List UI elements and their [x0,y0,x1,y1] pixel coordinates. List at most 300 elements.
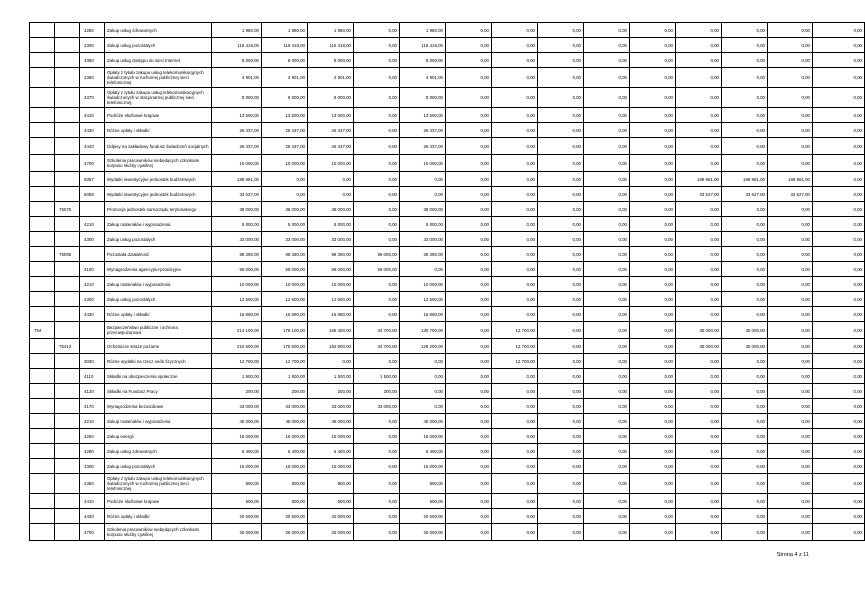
value-cell: 0,00 [768,292,813,307]
value-cell: 0,00 [722,23,768,38]
value-cell: 10 000,00 [400,155,446,172]
value-cell: 0,00 [492,187,538,202]
value-cell: 0,00 [584,524,630,541]
value-cell: 0,00 [354,354,400,369]
table-row [30,23,865,38]
paragraf-cell: 4350 [80,53,105,68]
value-cell: 0,00 [446,474,492,494]
dzial-cell [30,232,55,247]
rozdzial-cell [55,509,80,524]
table-row [30,68,865,88]
value-cell: 0,00 [492,217,538,232]
name-cell: Zakup usług zdrowotnych [105,444,212,459]
table-row [30,509,865,524]
value-cell: 0,00 [722,277,768,292]
value-cell: 0,00 [584,232,630,247]
value-cell: 0,00 [446,339,492,354]
rozdzial-cell [55,172,80,187]
value-cell: 0,00 [813,384,865,399]
value-cell: 10 000,00 [212,155,262,172]
value-cell: 0,00 [400,399,446,414]
value-cell: 16 890,00 [212,307,262,322]
value-cell: 0,00 [768,155,813,172]
value-cell: 0,00 [676,202,722,217]
value-cell: 39 390,00 [400,247,446,262]
value-cell: 0,00 [676,217,722,232]
value-cell: 0,00 [630,247,676,262]
value-cell: 0,00 [446,459,492,474]
value-cell: 0,00 [538,524,584,541]
value-cell: 0,00 [722,123,768,138]
dzial-cell [30,277,55,292]
value-cell: 25 000,00 [308,524,354,541]
rozdzial-cell [55,354,80,369]
value-cell: 0,00 [446,202,492,217]
dzial-cell [30,172,55,187]
value-cell: 0,00 [492,23,538,38]
value-cell: 0,00 [492,429,538,444]
value-cell: 0,00 [584,262,630,277]
value-cell: 0,00 [813,232,865,247]
table-row [30,123,865,138]
value-cell: 0,00 [584,307,630,322]
value-cell: 0,00 [813,277,865,292]
paragraf-cell: 6059 [80,187,105,202]
value-cell: 0,00 [446,292,492,307]
value-cell: 0,00 [676,474,722,494]
value-cell: 0,00 [584,247,630,262]
value-cell: 0,00 [538,292,584,307]
table-row [30,524,865,541]
name-cell: Zakup usług pozostałych [105,232,212,247]
value-cell: 0,00 [446,187,492,202]
value-cell: 0,00 [813,247,865,262]
value-cell: 0,00 [813,459,865,474]
value-cell: 0,00 [308,187,354,202]
value-cell: 0,00 [446,354,492,369]
value-cell: 38 000,00 [308,202,354,217]
value-cell: 0,00 [354,138,400,155]
paragraf-cell: 4210 [80,414,105,429]
name-cell: Ochotnicze straże pożarne [105,339,212,354]
value-cell: 0,00 [813,354,865,369]
name-cell: Szkolenia pracowników niebędących członkami korpusu służby cywilnej [105,155,212,172]
value-cell: 0,00 [813,322,865,339]
value-cell: 0,00 [584,354,630,369]
value-cell: 0,00 [446,155,492,172]
value-cell: 45 000,00 [308,414,354,429]
value-cell: 0,00 [630,444,676,459]
value-cell: 0,00 [492,292,538,307]
value-cell: 0,00 [492,474,538,494]
value-cell: 1 980,00 [262,23,308,38]
value-cell: 0,00 [768,354,813,369]
paragraf-cell: 4210 [80,277,105,292]
rozdzial-cell [55,138,80,155]
value-cell: 200,00 [308,384,354,399]
value-cell: 38 000,00 [212,202,262,217]
dzial-cell [30,459,55,474]
table-row [30,399,865,414]
value-cell: 0,00 [813,38,865,53]
value-cell: 0,00 [308,172,354,187]
value-cell: 38 000,00 [400,202,446,217]
value-cell: 0,00 [446,38,492,53]
dzial-cell [30,524,55,541]
value-cell: 0,00 [813,444,865,459]
value-cell: 33 000,00 [262,399,308,414]
value-cell: 0,00 [492,247,538,262]
value-cell: 15 000,00 [212,429,262,444]
dzial-cell [30,262,55,277]
value-cell: 130 700,00 [400,322,446,339]
value-cell: 16 890,00 [262,307,308,322]
value-cell: 5 000,00 [262,217,308,232]
paragraf-cell: 4430 [80,123,105,138]
value-cell: 0,00 [538,307,584,322]
value-cell: 0,00 [492,232,538,247]
table-row [30,232,865,247]
value-cell: 45 000,00 [262,414,308,429]
value-cell: 0,00 [676,88,722,108]
table-row [30,354,865,369]
value-cell: 500,00 [262,494,308,509]
dzial-cell [30,217,55,232]
value-cell: 0,00 [584,429,630,444]
value-cell: 26 437,00 [212,123,262,138]
page-number: Strona 4 z 11 [776,552,809,558]
value-cell: 0,00 [492,138,538,155]
value-cell: 0,00 [630,307,676,322]
value-cell: 45 000,00 [400,414,446,429]
value-cell: 0,00 [722,155,768,172]
paragraf-cell: 4700 [80,155,105,172]
value-cell: 0,00 [446,108,492,123]
value-cell: 0,00 [813,88,865,108]
paragraf-cell: 4110 [80,369,105,384]
rozdzial-cell [55,369,80,384]
value-cell: 0,00 [400,354,446,369]
value-cell: 0,00 [538,38,584,53]
paragraf-cell: 4430 [80,509,105,524]
dzial-cell [30,247,55,262]
table-row [30,262,865,277]
value-cell: 0,00 [676,509,722,524]
value-cell: 128 200,00 [400,339,446,354]
value-cell: 26 437,00 [262,138,308,155]
value-cell: 0,00 [584,474,630,494]
value-cell: 0,00 [354,232,400,247]
value-cell: 200,00 [262,384,308,399]
value-cell: 0,00 [676,53,722,68]
value-cell: 0,00 [722,494,768,509]
value-cell: 500,00 [212,494,262,509]
name-cell: Różne opłaty i składki [105,509,212,524]
value-cell: 0,00 [813,172,865,187]
value-cell: 0,00 [354,524,400,541]
table-row [30,384,865,399]
value-cell: 0,00 [538,247,584,262]
value-cell: 9 000,00 [308,88,354,108]
value-cell: 33 527,00 [768,187,813,202]
value-cell: 0,00 [813,399,865,414]
value-cell: 0,00 [538,88,584,108]
rozdzial-cell [55,262,80,277]
value-cell: 0,00 [446,53,492,68]
value-cell: 0,00 [538,444,584,459]
value-cell: 0,00 [446,384,492,399]
rozdzial-cell [55,292,80,307]
value-cell: 0,00 [722,369,768,384]
value-cell: 200,00 [212,384,262,399]
rozdzial-cell [55,88,80,108]
value-cell: 0,00 [813,339,865,354]
value-cell: 0,00 [354,155,400,172]
value-cell: 0,00 [722,262,768,277]
value-cell: 26 437,00 [308,138,354,155]
value-cell: 0,00 [768,108,813,123]
value-cell: 13 500,00 [308,108,354,123]
paragraf-cell: 4300 [80,232,105,247]
value-cell: 6 400,00 [212,444,262,459]
dzial-cell [30,369,55,384]
value-cell: 0,00 [630,399,676,414]
value-cell: 0,00 [354,123,400,138]
table-row [30,322,865,339]
table-row [30,172,865,187]
value-cell: 35 000,00 [676,339,722,354]
value-cell: 800,00 [308,474,354,494]
dzial-cell [30,384,55,399]
value-cell: 0,00 [354,444,400,459]
value-cell: 0,00 [538,429,584,444]
table-row [30,38,865,53]
value-cell: 0,00 [584,38,630,53]
dzial-cell [30,23,55,38]
value-cell: 0,00 [676,23,722,38]
value-cell: 0,00 [768,509,813,524]
value-cell: 0,00 [492,88,538,108]
value-cell: 45 000,00 [212,414,262,429]
value-cell: 0,00 [354,53,400,68]
value-cell: 0,00 [354,509,400,524]
value-cell: 0,00 [538,459,584,474]
dzial-cell [30,68,55,88]
value-cell: 12 700,00 [492,322,538,339]
value-cell: 0,00 [492,202,538,217]
value-cell: 189 981,00 [676,172,722,187]
value-cell: 0,00 [584,53,630,68]
value-cell: 0,00 [722,384,768,399]
value-cell: 0,00 [584,155,630,172]
value-cell: 0,00 [722,509,768,524]
value-cell: 0,00 [584,172,630,187]
value-cell: 5 000,00 [400,217,446,232]
value-cell: 0,00 [538,414,584,429]
value-cell: 0,00 [676,123,722,138]
name-cell: Wynagrodzenia agencyjno-prowizyjne [105,262,212,277]
value-cell: 1 500,00 [308,369,354,384]
value-cell: 0,00 [768,68,813,88]
value-cell: 4 901,00 [308,68,354,88]
value-cell: 0,00 [768,202,813,217]
value-cell: 0,00 [630,68,676,88]
value-cell: 0,00 [630,262,676,277]
value-cell: 12 700,00 [492,339,538,354]
name-cell: Zakup materiałów i wyposażenia [105,414,212,429]
paragraf-cell: 6057 [80,172,105,187]
name-cell: Szkolenia pracowników niebędących członkami korpusu służby cywilnej [105,524,212,541]
value-cell: 0,00 [584,217,630,232]
value-cell: 0,00 [538,217,584,232]
value-cell: 0,00 [722,53,768,68]
rozdzial-cell [55,108,80,123]
value-cell: 0,00 [584,384,630,399]
value-cell: 0,00 [676,459,722,474]
table-row [30,202,865,217]
value-cell: 0,00 [768,23,813,38]
value-cell: 33 000,00 [354,399,400,414]
paragraf-cell: 4410 [80,108,105,123]
value-cell: 15 000,00 [308,459,354,474]
value-cell: 26 437,00 [308,123,354,138]
rozdzial-cell: 75412 [55,339,80,354]
value-cell: 0,00 [768,123,813,138]
dzial-cell [30,155,55,172]
value-cell: 0,00 [676,68,722,88]
dzial-cell [30,53,55,68]
rozdzial-cell [55,53,80,68]
value-cell: 0,00 [813,68,865,88]
value-cell: 115 418,00 [308,38,354,53]
rozdzial-cell [55,123,80,138]
value-cell: 0,00 [354,307,400,322]
value-cell: 0,00 [722,217,768,232]
rozdzial-cell [55,474,80,494]
rozdzial-cell [55,459,80,474]
dzial-cell [30,474,55,494]
value-cell: 0,00 [538,339,584,354]
value-cell: 0,00 [630,369,676,384]
value-cell: 0,00 [722,399,768,414]
value-cell: 34 700,00 [354,339,400,354]
name-cell: Bezpieczeństwo publiczne i ochrona przeciwpożarowa [105,322,212,339]
value-cell: 0,00 [538,53,584,68]
value-cell: 9 000,00 [212,88,262,108]
value-cell: 0,00 [676,494,722,509]
value-cell: 0,00 [538,262,584,277]
value-cell: 0,00 [584,23,630,38]
value-cell: 0,00 [446,494,492,509]
table-row [30,187,865,202]
dzial-cell [30,414,55,429]
paragraf-cell [80,339,105,354]
name-cell: Wydatki inwestycyjne jednostek budżetowych [105,172,212,187]
value-cell: 0,00 [492,494,538,509]
value-cell: 1 980,00 [400,23,446,38]
value-cell: 0,00 [538,369,584,384]
table-row [30,217,865,232]
value-cell: 0,00 [354,68,400,88]
value-cell: 1 980,00 [212,23,262,38]
value-cell: 25 000,00 [262,524,308,541]
value-cell: 38 000,00 [262,202,308,217]
value-cell: 0,00 [722,138,768,155]
value-cell: 0,00 [813,307,865,322]
value-cell: 98 390,00 [212,247,262,262]
table-row [30,474,865,494]
value-cell: 1 500,00 [354,369,400,384]
paragraf-cell [80,202,105,217]
value-cell: 0,00 [584,68,630,88]
value-cell: 20 500,00 [308,509,354,524]
value-cell: 0,00 [400,172,446,187]
name-cell: Zakup energii [105,429,212,444]
value-cell: 4 901,00 [212,68,262,88]
value-cell: 98 390,00 [262,247,308,262]
name-cell: Opłaty z tytułu zakupu usług telekomunikacyjnych świadczonych w ruchomej publicznej sieci telefonicznej [105,474,212,494]
value-cell: 0,00 [538,509,584,524]
value-cell: 0,00 [676,262,722,277]
table-row [30,414,865,429]
table-row [30,429,865,444]
value-cell: 0,00 [584,444,630,459]
value-cell: 12 500,00 [400,292,446,307]
rozdzial-cell: 75075 [55,202,80,217]
value-cell: 0,00 [630,38,676,53]
value-cell: 0,00 [492,277,538,292]
value-cell: 165 400,00 [308,322,354,339]
value-cell: 0,00 [446,23,492,38]
value-cell: 26 437,00 [212,138,262,155]
value-cell: 0,00 [813,187,865,202]
value-cell: 0,00 [446,524,492,541]
value-cell: 8 000,00 [400,53,446,68]
value-cell: 33 527,00 [676,187,722,202]
value-cell: 0,00 [538,494,584,509]
value-cell: 0,00 [446,123,492,138]
value-cell: 0,00 [492,262,538,277]
value-cell: 0,00 [722,292,768,307]
dzial-cell [30,399,55,414]
value-cell: 4 901,00 [262,68,308,88]
table-row [30,247,865,262]
value-cell: 0,00 [538,277,584,292]
value-cell: 189 981,00 [212,172,262,187]
value-cell: 0,00 [768,494,813,509]
value-cell: 0,00 [768,277,813,292]
value-cell: 0,00 [768,384,813,399]
value-cell: 4 901,00 [400,68,446,88]
value-cell: 0,00 [538,172,584,187]
value-cell: 210 600,00 [212,339,262,354]
value-cell: 26 437,00 [400,138,446,155]
value-cell: 13 500,00 [212,108,262,123]
value-cell: 0,00 [354,217,400,232]
table-row [30,138,865,155]
value-cell: 20 500,00 [212,509,262,524]
value-cell: 0,00 [813,108,865,123]
value-cell: 0,00 [354,459,400,474]
value-cell: 0,00 [630,232,676,247]
dzial-cell [30,202,55,217]
value-cell: 12 500,00 [212,292,262,307]
value-cell: 0,00 [813,262,865,277]
rozdzial-cell [55,444,80,459]
paragraf-cell: 4170 [80,399,105,414]
value-cell: 1 500,00 [212,369,262,384]
value-cell: 0,00 [354,202,400,217]
